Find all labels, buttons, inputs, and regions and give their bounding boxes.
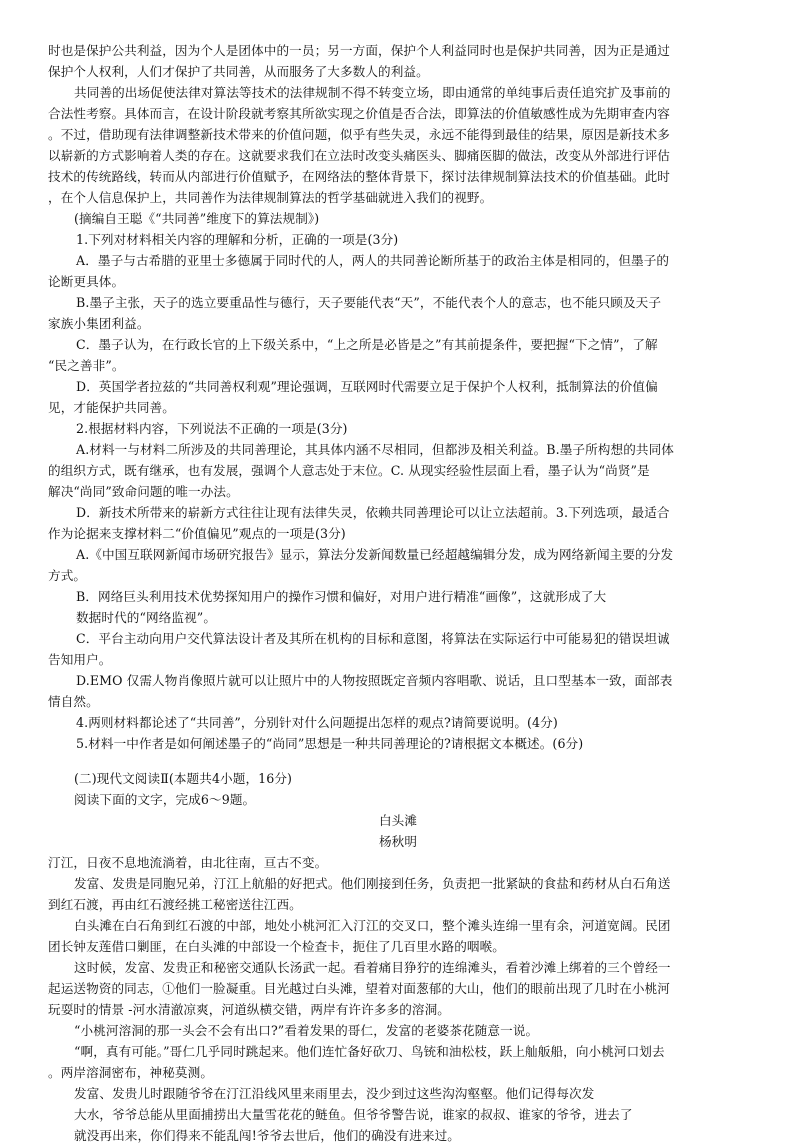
story-line: 玩耍时的情景 -河水清澈凉爽，河道纵横交错，两岸有许许多多的溶洞。: [48, 1002, 450, 1017]
story-line: 到红石渡，再由红石渡经挑工秘密送往江西。: [48, 897, 302, 912]
text-line: C．墨子认为，在行政长官的上下级关系中，“上之所是必皆是之”有其前提条件，要把握“下之情”，了解: [76, 337, 658, 352]
section-heading: (二)现代文阅读Ⅱ(本题共4小题，16分): [74, 771, 293, 786]
text-line: 数据时代的“网络监视”。: [76, 610, 217, 625]
text-line: D．英国学者拉兹的“共同善权利观”理论强调，互联网时代需要立足于保护个人权利，抵制算法的价值偏: [76, 379, 658, 394]
text-line: 1.下列对材料相关内容的理解和分析，正确的一项是(3分): [76, 232, 399, 247]
story-line: “小桃河溶洞的那一头会不会有出口?”看着发果的哥仁，发富的老婆茶花随意一说。: [74, 1023, 539, 1038]
text-line: D．新技术所带来的崭新方式往往让现有法律失灵，依赖共同善理论可以让立法超前。3.下列选项，最适合: [76, 505, 670, 520]
text-line: 合法性考察。具体而言，在设计阶段就考察其所欲实现之价值是否合法，即算法的价值敏感性成为先期审查内容: [48, 106, 670, 121]
text-line: B．网络巨头利用技术优势探知用户的操作习惯和偏好，对用户进行精准“画像”，这就形成了大: [76, 589, 607, 604]
text-line: 作为论据来支撑材料二“价值偏见”观点的一项是(3分): [48, 526, 346, 541]
story-line: “啊，真有可能。”哥仁几乎同时跳起来。他们连忙备好砍刀、鸟铳和油松枝，跃上舢舨船，向小桃河口划去: [74, 1044, 665, 1059]
story-line: 团长钟友莲借口剿匪，在白头滩的中部设一个检查卡，扼住了几百里水路的咽喉。: [48, 939, 505, 954]
text-line: B.墨子主张，天子的选立要重品性与德行，天子要能代表“天”，不能代表个人的意志，也不能只顾及天子: [76, 295, 662, 310]
text-line: D.EMO 仅需人物肖像照片就可以让照片中的人物按照既定音频内容唱歌、说话，且口型基本一致，面部表: [76, 673, 673, 688]
text-line: 。不过，借助现有法律调整新技术带来的价值问题，似乎有些失灵，永远不能得到最佳的结果，原因是新技术多: [48, 127, 670, 142]
text-line: (摘编自王聪《“共同善”维度下的算法规制》): [74, 211, 320, 226]
text-line: ，在个人信息保护上，共同善作为法律规制算法的哲学基础就进入我们的视野。: [48, 190, 493, 205]
story-author: 杨秋明: [378, 834, 418, 849]
story-line: 。两岸溶洞密布，神秘莫测。: [48, 1065, 214, 1080]
story-line: 汀江，日夜不息地流淌着，由北往南，亘古不变。: [48, 855, 328, 870]
text-line: 以崭新的方式影响着人类的存在。这就要求我们在立法时改变头痛医头、脚痛医脚的做法，改变从外部进行评估: [48, 148, 670, 163]
story-line: 起运送物资的同志，①他们一脸凝重。目光越过白头滩，望着对面葱郁的大山，他们的眼前出现了几时在小桃河: [48, 981, 670, 996]
text-line: 见，才能保护共同善。: [48, 400, 175, 415]
text-line: A．墨子与古希腊的亚里士多德属于同时代的人，两人的共同善论断所基于的政治主体是相同的，但墨子的: [76, 253, 670, 268]
story-line: 发富、发贵是同胞兄弟，汀江上航船的好把式。他们刚接到任务，负责把一批紧缺的食盐和药材从白石角送: [74, 876, 671, 891]
text-line: 情自然。: [48, 694, 99, 709]
story-line: 白头滩在白石角到红石渡的中部，地处小桃河汇入汀江的交叉口，整个滩头连绵一里有余，河道宽阔。民团: [74, 918, 671, 933]
story-line: 发富、发贵儿时跟随爷爷在汀江沿线风里来雨里去，没少到过这些沟沟壑壑。他们记得每次发: [74, 1086, 595, 1101]
text-line: A.《中国互联网新闻市场研究报告》显示，算法分发新闻数量已经超越编辑分发，成为网络新闻主要的分发: [76, 547, 674, 562]
text-line: 保护个人权利，人们才保护了共同善，从而服务了大多数人的利益。: [48, 64, 429, 79]
text-line: 告知用户。: [48, 652, 112, 667]
text-line: C．平台主动向用户交代算法设计者及其所在机构的目标和意图，将算法在实际运行中可能易犯的错误坦诚: [76, 631, 670, 646]
text-line: 的组织方式，既有继承，也有发展，强调个人意志处于末位。C. 从现实经验性层面上看，墨子认为“尚贤”是: [48, 463, 650, 478]
text-line: A.材料一与材料二所涉及的共同善理论，其具体内涵不尽相同，但都涉及相关利益。B.墨子所构想的共同体: [76, 442, 674, 457]
document-page: [48, 40, 748, 1146]
text-line: 4.两则材料都论述了“共同善”，分别针对什么问题提出怎样的观点?请简要说明。(4分): [76, 715, 558, 730]
text-line: 共同善的出场促使法律对算法等技术的法律规制不得不转变立场，即由通常的单纯事后责任追究扩及事前的: [74, 85, 671, 100]
story-text: [48, 852, 748, 1146]
text-line: 5.材料一中作者是如何阐述墨子的“尚同”思想是一种共同善理论的?请根据文本概述。(6分): [76, 736, 584, 751]
story-line: 大水，爷爷总能从里面捕捞出大量雪花花的鲢鱼。但爷爷警告说，谁家的叔叔、谁家的爷爷，进去了: [74, 1107, 633, 1122]
text-line: 论断更具体。: [48, 274, 125, 289]
text-line: 时也是保护公共利益，因为个人是团体中的一员；另一方面，保护个人利益同时也是保护共同善，因为正是通过: [48, 43, 670, 58]
text-line: 家族小集团利益。: [48, 316, 150, 331]
text-line: 2.根据材料内容，下列说法不正确的一项是(3分): [76, 421, 348, 436]
section-instruction: 阅读下面的文字，完成6～9题。: [74, 792, 256, 807]
text-line: 方式。: [48, 568, 87, 583]
text-line: “民之善非”。: [48, 358, 125, 373]
reading-material-and-questions: [48, 40, 748, 754]
text-line: 解决“尚同”致命问题的唯一办法。: [48, 484, 239, 499]
story-line: 这时候，发富、发贵正和秘密交通队长汤武一起。看着痛目狰狞的连绵滩头，看着沙滩上绑着的三个曾经一: [74, 960, 671, 975]
text-line: 技术的传统路线，转而从内部进行价值赋予，在网络法的整体背景下，探讨法律规制算法技术的价值基础。此时: [48, 169, 670, 184]
story-title: 白头滩: [378, 813, 418, 828]
section-spacer: [48, 754, 748, 768]
story-line: 就没再出来，你们得来不能乱闯!爷爷去世后，他们的确没有进来过。: [74, 1128, 460, 1143]
